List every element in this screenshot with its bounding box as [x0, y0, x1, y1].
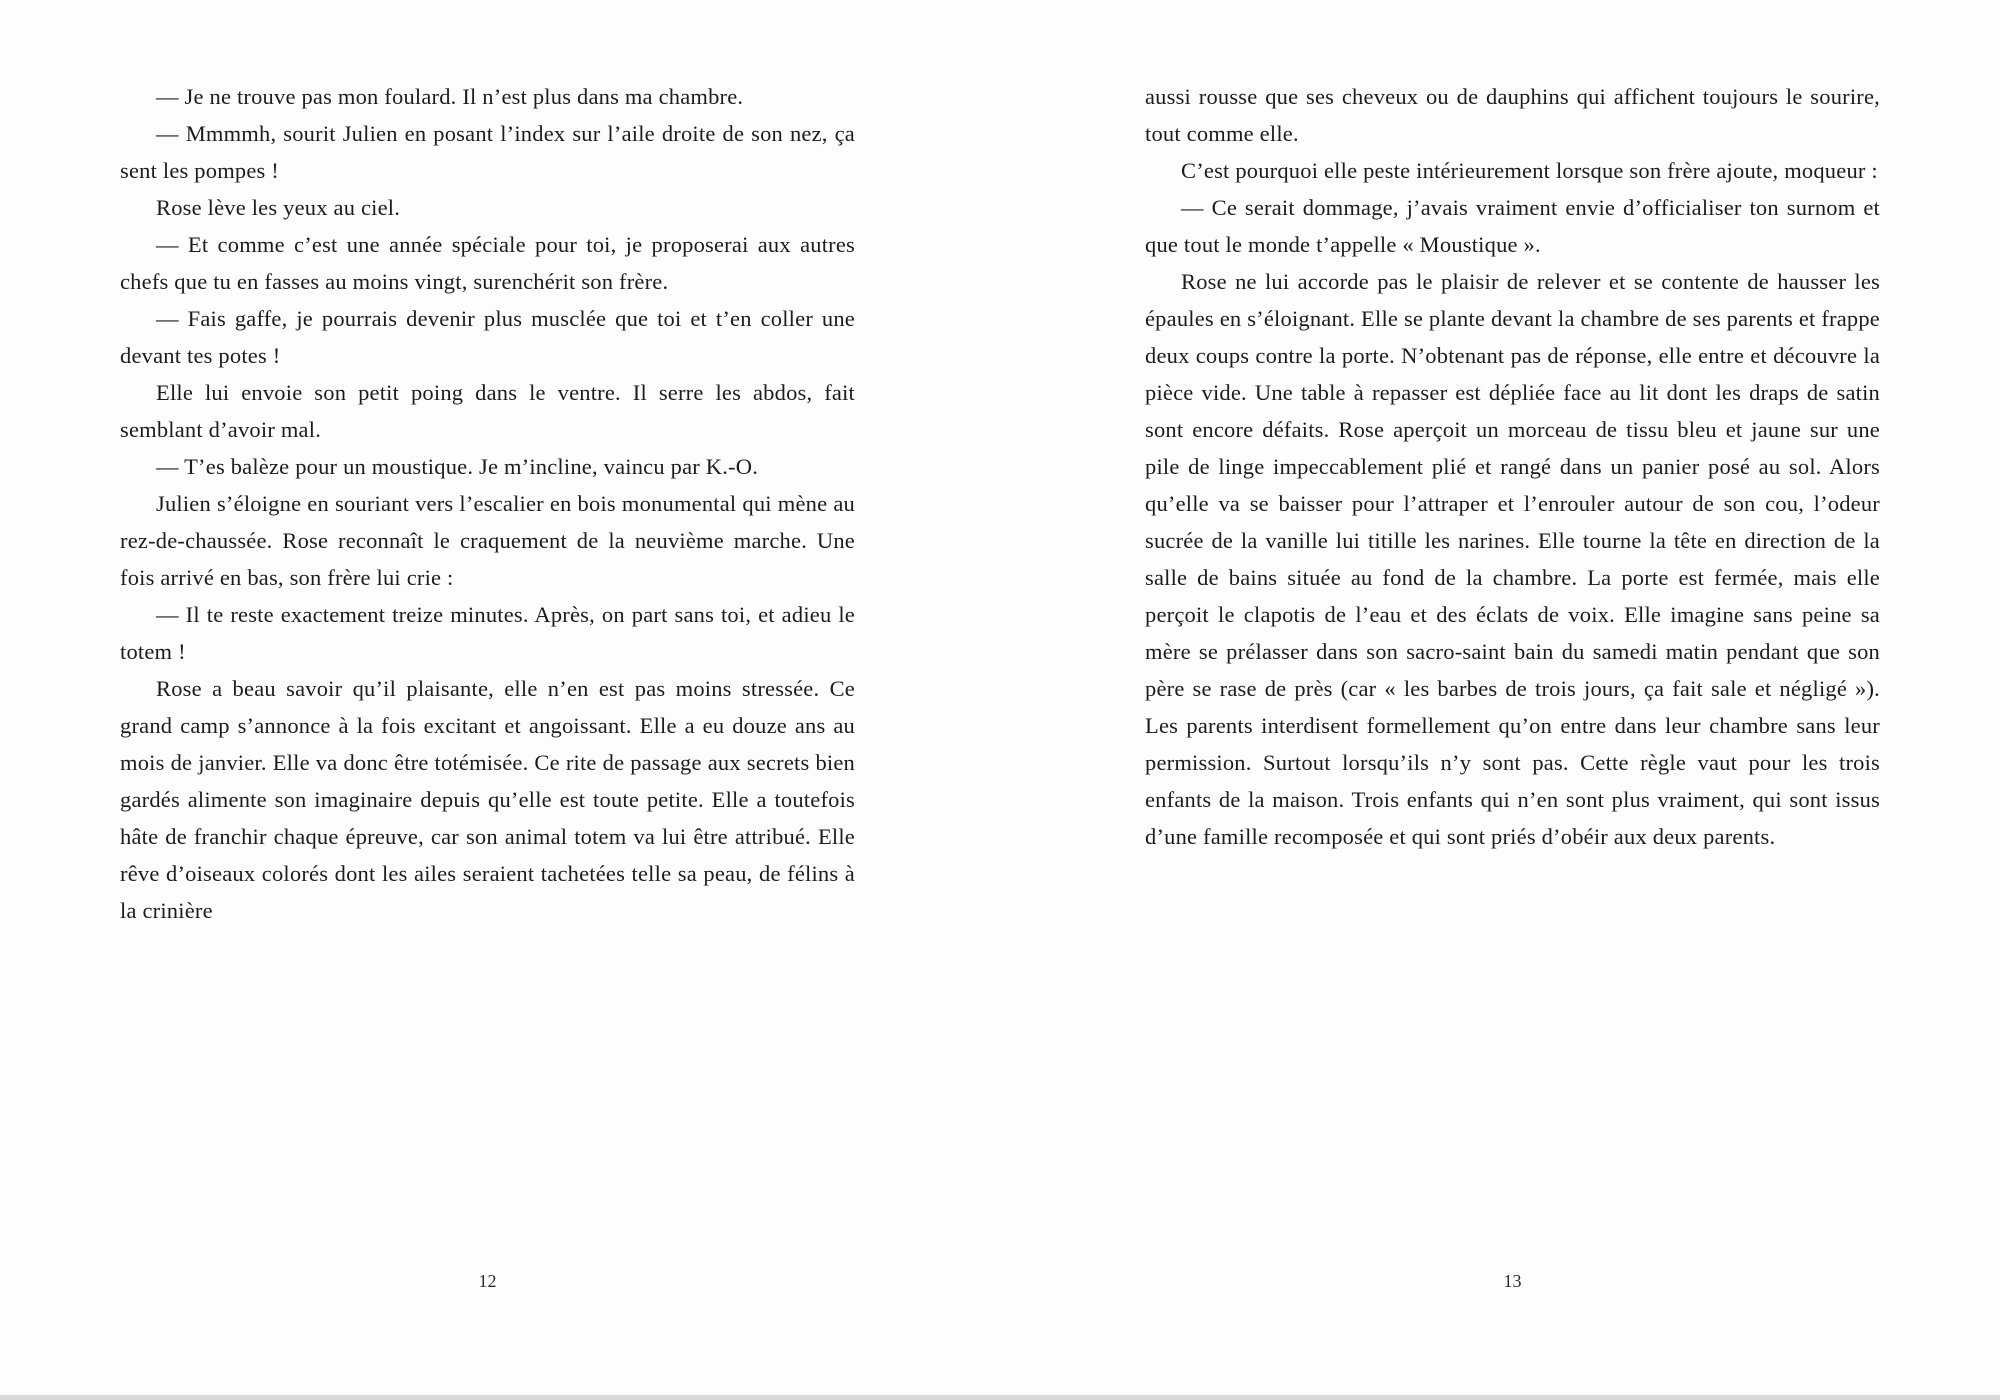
- paragraph: — Mmmmh, sourit Julien en posant l’index sur l’aile droite de son nez, ça sent les pompes !: [120, 121, 855, 183]
- page-right-text: [1145, 78, 1880, 855]
- paragraph: Elle lui envoie son petit poing dans le ventre. Il serre les abdos, fait semblant d’avoir mal.: [120, 380, 855, 442]
- paragraph: — Et comme c’est une année spéciale pour toi, je proposerai aux autres chefs que tu en fasses au moins vingt, surenchérit son frère.: [120, 232, 855, 294]
- paragraph: C’est pourquoi elle peste intérieurement lorsque son frère ajoute, moqueur :: [1181, 158, 1878, 183]
- paragraph: aussi rousse que ses cheveux ou de dauphins qui affichent toujours le sourire, tout comme elle.: [1145, 84, 1880, 146]
- page-right: [1000, 0, 2000, 1400]
- paragraph: — Fais gaffe, je pourrais devenir plus musclée que toi et t’en coller une devant tes potes !: [120, 306, 855, 368]
- page-right-number: 13: [1503, 1271, 1522, 1291]
- paragraph: — Ce serait dommage, j’avais vraiment envie d’officialiser ton surnom et que tout le monde t’appelle « Moustique ».: [1145, 195, 1880, 257]
- paragraph: Julien s’éloigne en souriant vers l’escalier en bois monumental qui mène au rez-de-chaussée. Rose reconnaît le craquement de la neuvième marche. Une fois arrivé en bas, son frère lui crie :: [120, 491, 855, 590]
- paragraph: — Il te reste exactement treize minutes. Après, on part sans toi, et adieu le totem !: [120, 602, 855, 664]
- scan-bottom-edge: [0, 1395, 2000, 1400]
- paragraph: Rose a beau savoir qu’il plaisante, elle n’en est pas moins stressée. Ce grand camp s’annonce à la fois excitant et angoissant. Elle a eu douze ans au mois de janvier. Elle va donc être totémisée. Ce rite de passage aux secrets bien gardés alimente son imaginaire depuis qu’elle est toute petite. Elle a toutefois hâte de franchir chaque épreuve, car son animal totem va lui être attribué. Elle rêve d’oiseaux colorés dont les ailes seraient tachetées telle sa peau, de félins à la crinière: [120, 676, 855, 923]
- paragraph: — Je ne trouve pas mon foulard. Il n’est plus dans ma chambre.: [156, 84, 744, 109]
- page-left-text: [120, 78, 855, 929]
- page-left-number: 12: [478, 1271, 497, 1291]
- paragraph: Rose ne lui accorde pas le plaisir de relever et se contente de hausser les épaules en s’éloignant. Elle se plante devant la chambre de ses parents et frappe deux coups contre la porte. N’obtenant pas de réponse, elle entre et découvre la pièce vide. Une table à repasser est dépliée face au lit dont les draps de satin sont encore défaits. Rose aperçoit un morceau de tissu bleu et jaune sur une pile de linge impeccablement plié et rangé dans un panier posé au sol. Alors qu’elle va se baisser pour l’attraper et l’enrouler autour de son cou, l’odeur sucrée de la vanille lui titille les narines. Elle tourne la tête en direction de la salle de bains située au fond de la chambre. La porte est fermée, mais elle perçoit le clapotis de l’eau et des éclats de voix. Elle imagine sans peine sa mère se prélasser dans son sacro-saint bain du samedi matin pendant que son père se rase de près (car « les barbes de trois jours, ça fait sale et négligé »). Les parents interdisent formellement qu’on entre dans leur chambre sans leur permission. Surtout lorsqu’ils n’y sont pas. Cette règle vaut pour les trois enfants de la maison. Trois enfants qui n’en sont plus vraiment, qui sont issus d’une famille recomposée et qui sont priés d’obéir aux deux parents.: [1145, 269, 1880, 849]
- paragraph: Rose lève les yeux au ciel.: [156, 195, 401, 220]
- paragraph: — T’es balèze pour un moustique. Je m’incline, vaincu par K.-O.: [156, 454, 759, 479]
